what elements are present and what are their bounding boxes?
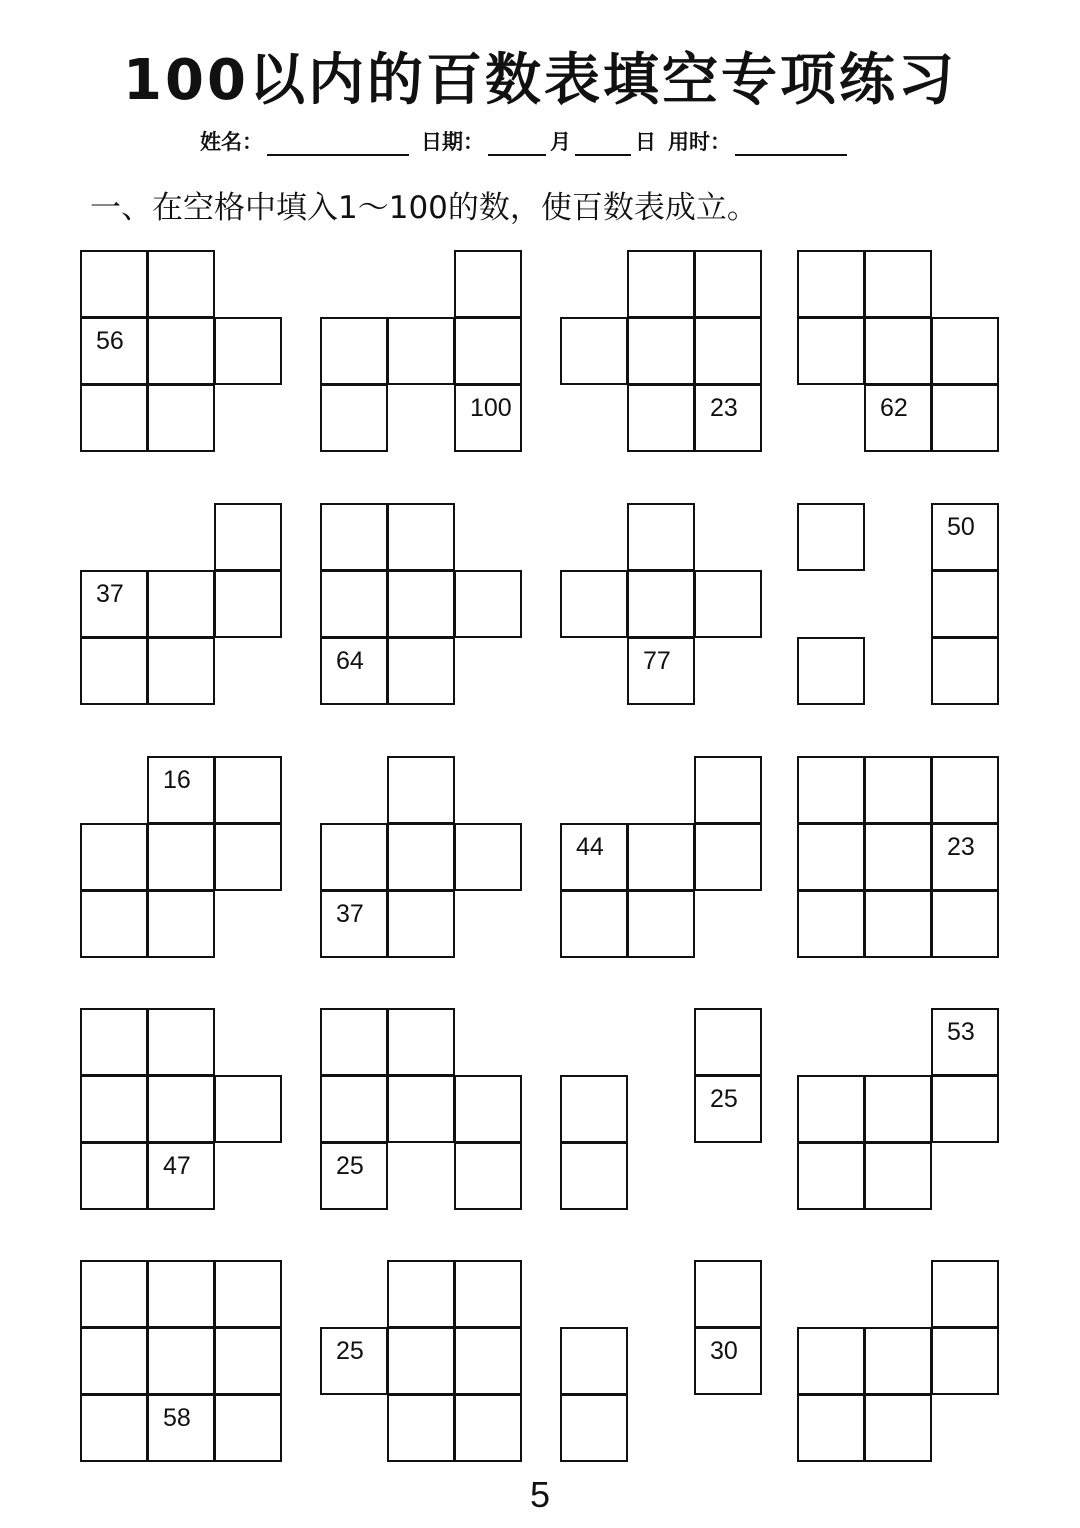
given-number-cell <box>147 756 215 824</box>
answer-cell[interactable] <box>214 823 282 891</box>
answer-cell[interactable] <box>387 1394 455 1462</box>
answer-cell[interactable] <box>147 1075 215 1143</box>
worksheet-title: 100以内的百数表填空专项练习 <box>123 48 957 113</box>
answer-cell[interactable] <box>454 1075 522 1143</box>
given-number-cell <box>931 503 999 571</box>
answer-cell[interactable] <box>147 890 215 958</box>
answer-cell[interactable] <box>214 317 282 385</box>
given-number: 50 <box>947 513 975 541</box>
answer-cell[interactable] <box>560 570 628 638</box>
answer-cell[interactable] <box>797 1142 865 1210</box>
answer-cell[interactable] <box>864 1075 932 1143</box>
answer-cell[interactable] <box>80 1327 148 1395</box>
answer-cell[interactable] <box>214 503 282 571</box>
month-label: 月 <box>550 130 571 154</box>
answer-cell[interactable] <box>797 1075 865 1143</box>
given-number-cell <box>864 384 932 452</box>
answer-cell[interactable] <box>147 317 215 385</box>
answer-cell[interactable] <box>797 823 865 891</box>
answer-cell[interactable] <box>80 250 148 318</box>
answer-cell[interactable] <box>627 890 695 958</box>
given-number-cell <box>454 384 522 452</box>
answer-cell[interactable] <box>214 1327 282 1395</box>
answer-cell[interactable] <box>454 570 522 638</box>
given-number-cell <box>694 1327 762 1395</box>
answer-cell[interactable] <box>147 1008 215 1076</box>
answer-cell[interactable] <box>387 890 455 958</box>
answer-cell[interactable] <box>694 756 762 824</box>
answer-cell[interactable] <box>320 1008 388 1076</box>
instruction-text: 一、在空格中填入1～100的数，使百数表成立。 <box>90 190 758 226</box>
answer-cell[interactable] <box>864 250 932 318</box>
given-number-cell <box>320 1142 388 1210</box>
given-number: 37 <box>336 900 364 928</box>
answer-cell[interactable] <box>931 384 999 452</box>
answer-cell[interactable] <box>147 1327 215 1395</box>
given-number-cell <box>320 1327 388 1395</box>
answer-cell[interactable] <box>694 1260 762 1328</box>
answer-cell[interactable] <box>387 1327 455 1395</box>
given-number-cell <box>694 384 762 452</box>
answer-cell[interactable] <box>627 570 695 638</box>
given-number: 100 <box>470 394 512 422</box>
given-number-cell <box>80 570 148 638</box>
given-number-cell <box>627 637 695 705</box>
given-number: 30 <box>710 1337 738 1365</box>
answer-cell[interactable] <box>320 384 388 452</box>
answer-cell[interactable] <box>797 1394 865 1462</box>
answer-cell[interactable] <box>80 1260 148 1328</box>
given-number: 44 <box>576 833 604 861</box>
given-number: 37 <box>96 580 124 608</box>
given-number: 23 <box>947 833 975 861</box>
answer-cell[interactable] <box>214 1075 282 1143</box>
answer-cell[interactable] <box>147 637 215 705</box>
date-label: 日期： <box>421 130 484 154</box>
answer-cell[interactable] <box>864 317 932 385</box>
answer-cell[interactable] <box>80 823 148 891</box>
answer-cell[interactable] <box>80 384 148 452</box>
answer-cell[interactable] <box>214 1394 282 1462</box>
answer-cell[interactable] <box>214 570 282 638</box>
given-number: 16 <box>163 766 191 794</box>
answer-cell[interactable] <box>694 1008 762 1076</box>
answer-cell[interactable] <box>387 570 455 638</box>
given-number: 25 <box>710 1085 738 1113</box>
answer-cell[interactable] <box>80 890 148 958</box>
answer-cell[interactable] <box>387 1260 455 1328</box>
answer-cell[interactable] <box>320 1075 388 1143</box>
given-number-cell <box>320 637 388 705</box>
given-number: 53 <box>947 1018 975 1046</box>
page-number: 5 <box>529 1474 551 1515</box>
answer-cell[interactable] <box>931 1260 999 1328</box>
given-number: 25 <box>336 1152 364 1180</box>
answer-cell[interactable] <box>387 503 455 571</box>
given-number-cell <box>320 890 388 958</box>
given-number: 23 <box>710 394 738 422</box>
answer-cell[interactable] <box>147 250 215 318</box>
answer-cell[interactable] <box>454 1260 522 1328</box>
answer-cell[interactable] <box>147 570 215 638</box>
answer-cell[interactable] <box>694 317 762 385</box>
answer-cell[interactable] <box>627 317 695 385</box>
given-number-cell <box>931 1008 999 1076</box>
given-number-cell <box>560 823 628 891</box>
answer-cell[interactable] <box>797 756 865 824</box>
answer-cell[interactable] <box>214 756 282 824</box>
answer-cell[interactable] <box>864 890 932 958</box>
answer-cell[interactable] <box>627 384 695 452</box>
answer-cell[interactable] <box>454 317 522 385</box>
answer-cell[interactable] <box>454 1142 522 1210</box>
answer-cell[interactable] <box>560 1142 628 1210</box>
answer-cell[interactable] <box>80 1008 148 1076</box>
answer-cell[interactable] <box>320 317 388 385</box>
answer-cell[interactable] <box>864 756 932 824</box>
given-number: 25 <box>336 1337 364 1365</box>
given-number-cell <box>931 823 999 891</box>
answer-cell[interactable] <box>931 1327 999 1395</box>
answer-cell[interactable] <box>147 1260 215 1328</box>
answer-cell[interactable] <box>454 1327 522 1395</box>
given-number: 64 <box>336 647 364 675</box>
answer-cell[interactable] <box>931 570 999 638</box>
answer-cell[interactable] <box>864 1142 932 1210</box>
answer-cell[interactable] <box>387 637 455 705</box>
given-number-cell <box>694 1075 762 1143</box>
answer-cell[interactable] <box>320 570 388 638</box>
answer-cell[interactable] <box>80 637 148 705</box>
answer-cell[interactable] <box>560 890 628 958</box>
answer-cell[interactable] <box>147 823 215 891</box>
answer-cell[interactable] <box>320 823 388 891</box>
answer-cell[interactable] <box>387 1075 455 1143</box>
given-number-cell <box>147 1142 215 1210</box>
answer-cell[interactable] <box>931 890 999 958</box>
answer-cell[interactable] <box>387 823 455 891</box>
answer-cell[interactable] <box>560 1394 628 1462</box>
name-label: 姓名： <box>200 130 263 154</box>
given-number: 56 <box>96 327 124 355</box>
given-number-cell <box>147 1394 215 1462</box>
answer-cell[interactable] <box>694 250 762 318</box>
given-number: 62 <box>880 394 908 422</box>
given-number: 47 <box>163 1152 191 1180</box>
answer-cell[interactable] <box>560 317 628 385</box>
answer-cell[interactable] <box>214 1260 282 1328</box>
answer-cell[interactable] <box>627 503 695 571</box>
given-number-cell <box>80 317 148 385</box>
given-number: 58 <box>163 1404 191 1432</box>
answer-cell[interactable] <box>454 250 522 318</box>
answer-cell[interactable] <box>797 503 865 571</box>
answer-cell[interactable] <box>387 756 455 824</box>
answer-cell[interactable] <box>627 823 695 891</box>
answer-cell[interactable] <box>797 250 865 318</box>
answer-cell[interactable] <box>560 1327 628 1395</box>
answer-cell[interactable] <box>797 317 865 385</box>
answer-cell[interactable] <box>147 384 215 452</box>
day-label: 日 <box>635 130 656 154</box>
given-number: 77 <box>643 647 671 675</box>
answer-cell[interactable] <box>694 823 762 891</box>
time-label: 用时： <box>668 130 731 154</box>
answer-cell[interactable] <box>797 890 865 958</box>
answer-cell[interactable] <box>931 637 999 705</box>
answer-cell[interactable] <box>560 1075 628 1143</box>
answer-cell[interactable] <box>80 1142 148 1210</box>
answer-cell[interactable] <box>797 1327 865 1395</box>
answer-cell[interactable] <box>454 823 522 891</box>
answer-cell[interactable] <box>320 503 388 571</box>
answer-cell[interactable] <box>454 1394 522 1462</box>
answer-cell[interactable] <box>931 317 999 385</box>
answer-cell[interactable] <box>864 1394 932 1462</box>
answer-cell[interactable] <box>864 823 932 891</box>
answer-cell[interactable] <box>627 250 695 318</box>
answer-cell[interactable] <box>387 1008 455 1076</box>
answer-cell[interactable] <box>80 1075 148 1143</box>
answer-cell[interactable] <box>80 1394 148 1462</box>
answer-cell[interactable] <box>931 1075 999 1143</box>
answer-cell[interactable] <box>694 570 762 638</box>
answer-cell[interactable] <box>387 317 455 385</box>
answer-cell[interactable] <box>864 1327 932 1395</box>
answer-cell[interactable] <box>797 637 865 705</box>
answer-cell[interactable] <box>931 756 999 824</box>
